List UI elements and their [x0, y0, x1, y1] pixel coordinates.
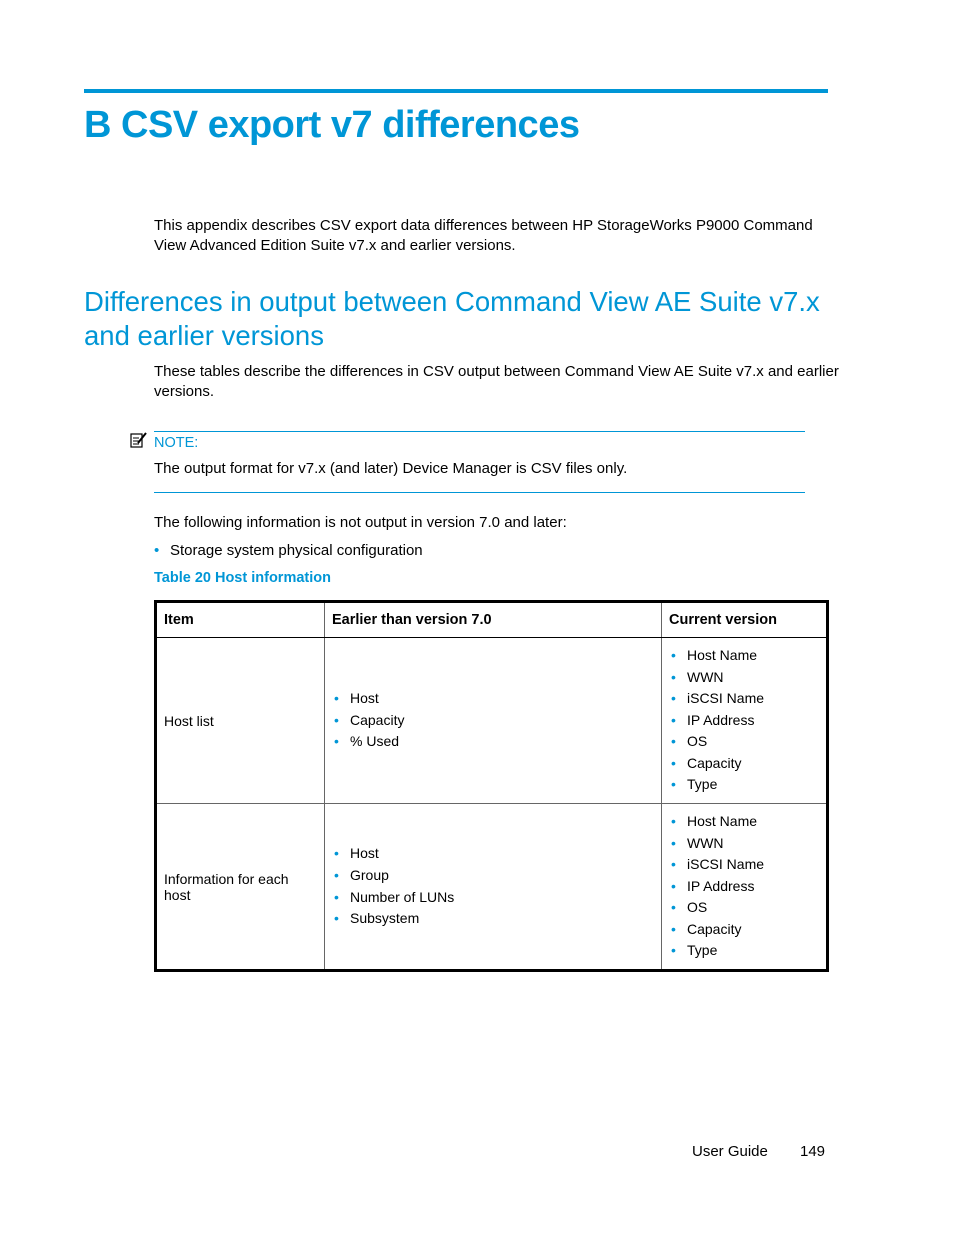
bullet-text: Storage system physical configuration: [170, 542, 423, 559]
row-earlier: [325, 638, 662, 804]
list-item: • IP Address: [671, 877, 755, 894]
header-item: Item: [156, 602, 325, 638]
table-caption: Table 20 Host information: [154, 570, 331, 586]
list-item: • WWN: [671, 834, 724, 851]
earlier-list: [332, 843, 654, 929]
chapter-top-rule: [84, 89, 828, 93]
note-pencil-icon: [130, 432, 148, 448]
list-item: • Host Name: [671, 812, 758, 829]
not-output-text: The following information is not output in version 7.0 and later:: [154, 514, 567, 531]
bullet-item: [154, 541, 844, 561]
note-top-rule: [154, 431, 805, 432]
bullet-icon: •: [154, 542, 160, 559]
list-item: • Capacity: [671, 754, 742, 771]
list-item: • Type: [671, 942, 718, 959]
note-bottom-rule: [154, 492, 805, 493]
header-current: Current version: [662, 602, 828, 638]
header-earlier: Earlier than version 7.0: [325, 602, 662, 638]
row-earlier: [325, 804, 662, 971]
list-item: • Host: [334, 690, 379, 707]
note-text: The output format for v7.x (and later) Device Manager is CSV files only.: [154, 460, 628, 477]
list-item: • Group: [334, 866, 389, 883]
list-item: • Subsystem: [334, 910, 420, 927]
section-body: These tables describe the differences in CSV output between Command View AE Suite v7.x and earlier versions.: [154, 363, 839, 400]
list-item: • OS: [671, 733, 708, 750]
row-item: Host list: [156, 638, 325, 804]
current-list: [669, 811, 819, 962]
list-item: • WWN: [671, 668, 724, 685]
earlier-list: [332, 688, 654, 753]
list-item: • Host Name: [671, 646, 758, 663]
list-item: • OS: [671, 899, 708, 916]
row-current: [662, 804, 828, 971]
footer-label: User Guide: [692, 1143, 768, 1160]
table-row: [156, 804, 828, 971]
table-header-row: [156, 602, 828, 638]
row-current: [662, 638, 828, 804]
list-item: • iSCSI Name: [671, 856, 765, 873]
list-item: • % Used: [334, 733, 400, 750]
list-item: • Type: [671, 776, 718, 793]
list-item: • Capacity: [671, 920, 742, 937]
list-item: • Host: [334, 845, 379, 862]
list-item: • IP Address: [671, 711, 755, 728]
table-row: [156, 638, 828, 804]
list-item: • iSCSI Name: [671, 690, 765, 707]
page-number: 149: [800, 1143, 826, 1160]
row-item: Information for each host: [156, 804, 325, 971]
intro-paragraph: This appendix describes CSV export data differences between HP StorageWorks P9000 Command View Advanced Edition Suite v7.x and earlier versions.: [154, 217, 813, 254]
list-item: • Number of LUNs: [334, 888, 455, 905]
chapter-title: B CSV export v7 differences: [84, 104, 580, 146]
note-label: NOTE:: [154, 435, 199, 451]
current-list: [669, 645, 819, 796]
host-information-table: [154, 600, 829, 972]
section-title: Differences in output between Command View AE Suite v7.x and earlier versions: [84, 286, 820, 351]
list-item: • Capacity: [334, 711, 405, 728]
